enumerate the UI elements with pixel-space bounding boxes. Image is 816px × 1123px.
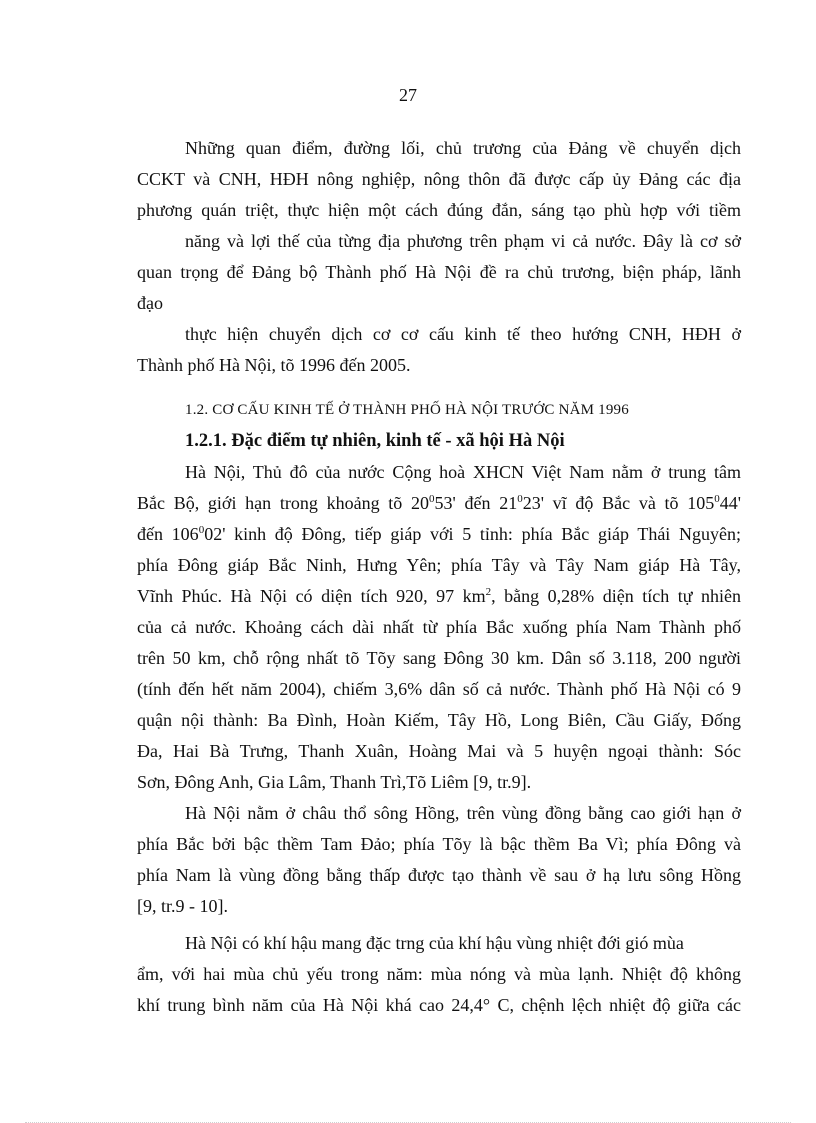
superscript: 2 bbox=[485, 586, 492, 598]
text-line: năng và lợi thế của từng địa phương trên phạm vi cả nước. Đây là cơ sở bbox=[185, 231, 741, 251]
text-line bbox=[137, 519, 741, 550]
text-line bbox=[137, 928, 741, 959]
text-fragment: mang đặc trng của khí hậu vùng nhiệt đới gió mùa bbox=[316, 933, 684, 953]
text-line: Thành phố Hà Nội, tõ 1996 đến 2005. bbox=[137, 355, 411, 375]
text-fragment: , bằng 0,28% diện tích tự nhiên bbox=[491, 586, 741, 606]
document-body bbox=[137, 133, 741, 1021]
text-line: phía Bắc bởi bậc thềm Tam Đảo; phía Tõy là bậc thềm Ba Vì; phía Đông và bbox=[137, 834, 741, 854]
text-line: Hà Nội, Thủ đô của nước Cộng hoà XHCN Việt Nam nằm ở trung tâm bbox=[185, 462, 741, 482]
text-line: phía Đông giáp Bắc Ninh, Hưng Yên; phía Tây và Tây Nam giáp Hà Tây, bbox=[137, 555, 741, 575]
paragraph-transition bbox=[137, 319, 741, 381]
text-fragment: 02' kinh độ Đông, tiếp giáp với 5 tỉnh: phía Bắc giáp Thái Nguyên; bbox=[204, 524, 741, 544]
text-line: quan trọng để Đảng bộ Thành phố Hà Nội đề ra chủ trương, biện pháp, lãnh bbox=[137, 262, 741, 282]
subsection-heading: 1.2.1. Đặc điểm tự nhiên, kinh tế - xã hội Hà Nội bbox=[185, 431, 565, 451]
text-fragment: Vĩnh Phúc. Hà Nội có diện tích 920, 97 km bbox=[137, 586, 486, 606]
text-line: CCKT và CNH, HĐH nông nghiệp, nông thôn đã được cấp ủy Đảng các địa bbox=[137, 169, 741, 189]
text-line: Sơn, Đông Anh, Gia Lâm, Thanh Trì,Tõ Liêm [9, tr.9]. bbox=[137, 772, 532, 792]
text-line: của cả nước. Khoảng cách dài nhất từ phía Bắc xuống phía Nam Thành phố bbox=[137, 617, 741, 637]
text-line: phía Nam là vùng đồng bằng thấp được tạo thành về sau ở hạ lưu sông Hồng bbox=[137, 865, 741, 885]
superscript: 0 bbox=[429, 493, 435, 505]
text-line: thực hiện chuyển dịch cơ cơ cấu kinh tế theo hướng CNH, HĐH ở bbox=[185, 324, 741, 344]
paragraph-climate bbox=[137, 928, 741, 1021]
text-fragment: đến 106 bbox=[137, 524, 199, 544]
text-line: Hà Nội nằm ở châu thổ sông Hồng, trên vùng đồng bằng cao giới hạn ở bbox=[185, 803, 741, 823]
text-fragment: 23' vĩ độ Bắc và tõ 105 bbox=[522, 493, 715, 513]
superscript: 0 bbox=[517, 493, 523, 505]
text-line: phương quán triệt, thực hiện một cách đúng đắn, sáng tạo phù hợp với tiềm bbox=[137, 200, 741, 220]
text-line: trên 50 km, chỗ rộng nhất tõ Tõy sang Đông 30 km. Dân số 3.118, 200 người bbox=[137, 648, 741, 668]
superscript: 0 bbox=[714, 493, 720, 505]
paragraph-geography bbox=[137, 457, 741, 798]
text-line: quận nội thành: Ba Đình, Hoàn Kiếm, Tây Hồ, Long Biên, Cầu Giấy, Đống bbox=[137, 710, 741, 730]
text-fragment: Bắc Bộ, giới hạn trong khoảng tõ 20 bbox=[137, 493, 430, 513]
text-line: đạo bbox=[137, 293, 163, 313]
text-fragment: 53' đến 21 bbox=[434, 493, 518, 513]
text-line: Những quan điểm, đường lối, chủ trương của Đảng về chuyển dịch bbox=[185, 138, 741, 158]
paragraph-continuation bbox=[137, 226, 741, 319]
text-line: [9, tr.9 - 10]. bbox=[137, 896, 228, 916]
text-line bbox=[137, 581, 741, 612]
text-line: Đa, Hai Bà Trưng, Thanh Xuân, Hoàng Mai và 5 huyện ngoại thành: Sóc bbox=[137, 741, 741, 761]
text-fragment: Hà Nội có khí hậu bbox=[185, 933, 317, 953]
text-line: khí trung bình năm của Hà Nội khá cao 24,4° C, chệnh lệch nhiệt độ giữa các bbox=[137, 995, 741, 1015]
text-fragment: 44' bbox=[719, 493, 742, 513]
paragraph-terrain bbox=[137, 798, 741, 922]
text-line: (tính đến hết năm 2004), chiếm 3,6% dân số cả nước. Thành phố Hà Nội có 9 bbox=[137, 679, 741, 699]
text-line bbox=[137, 488, 741, 519]
section-heading: 1.2. CƠ CẤU KINH TẾ Ở THÀNH PHỐ HÀ NỘI TRƯỚC NĂM 1996 bbox=[185, 402, 629, 418]
page-number: 27 bbox=[399, 85, 417, 105]
paragraph-intro bbox=[137, 133, 741, 226]
text-line: ẩm, với hai mùa chủ yếu trong năm: mùa nóng và mùa lạnh. Nhiệt độ không bbox=[137, 964, 741, 984]
superscript: 0 bbox=[198, 524, 205, 536]
